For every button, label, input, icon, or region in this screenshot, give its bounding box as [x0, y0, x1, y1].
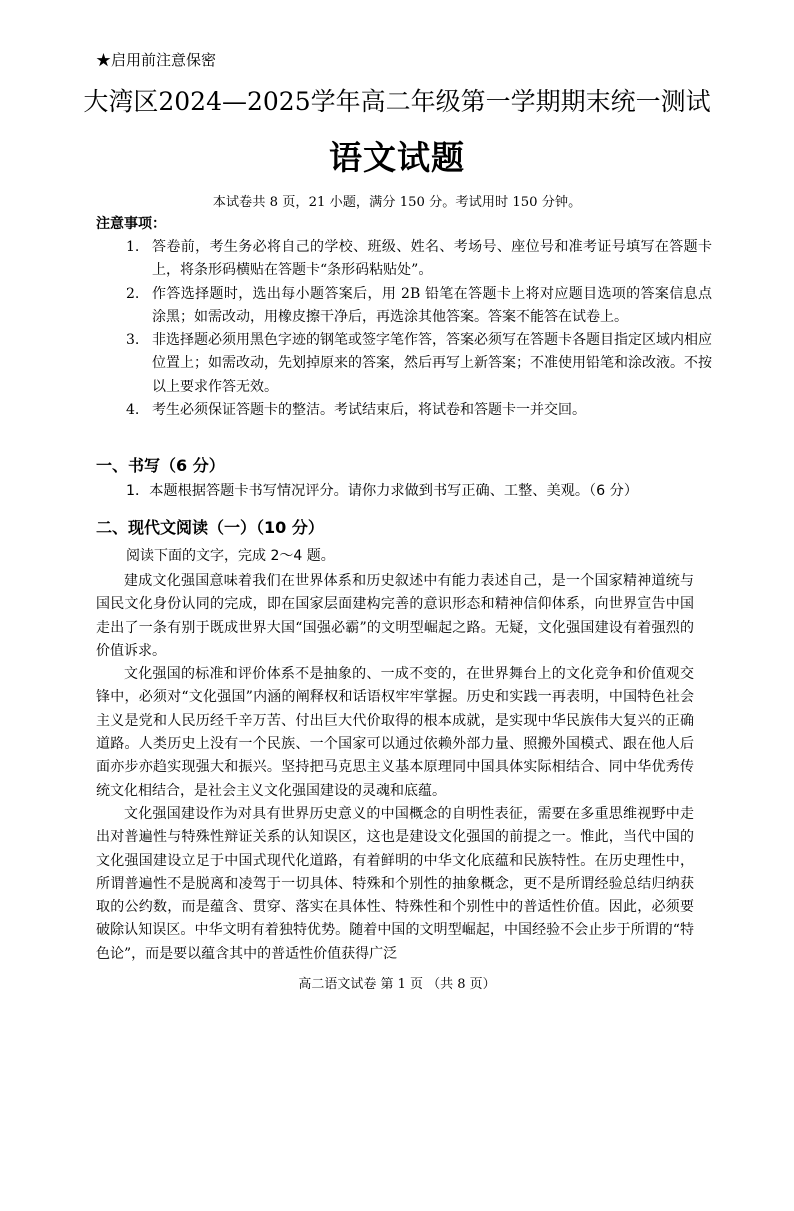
passage-paragraph: 建成文化强国意味着我们在世界体系和历史叙述中有能力表述自己，是一个国家精神道统与国民文化身份认同的完成，即在国家层面建构完善的意识形态和精神信仰体系，向世界宣告中国走出了一条有别于既成世界大国“国强必霸”的文明型崛起之路。无疑，文化强国建设有着强烈的价值诉求。: [96, 573, 694, 659]
note-text: 答卷前，考生务必将自己的学校、班级、姓名、考场号、座位号和准考证号填写在答题卡上，将条形码横贴在答题卡“条形码粘贴处”。: [152, 239, 712, 279]
subject-title: 语文试题: [329, 138, 465, 177]
note-item: [126, 329, 712, 399]
note-text: 作答选择题时，选出每小题答案后，用 2B 铅笔在答题卡上将对应题目选项的答案信息点涂黑；如需改动，用橡皮擦干净后，再选涂其他答案。答案不能答在试卷上。: [152, 285, 712, 325]
note-text: 考生必须保证答题卡的整洁。考试结束后，将试卷和答题卡一并交回。: [152, 402, 586, 419]
note-item: [126, 236, 712, 283]
notes-heading: 注意事项：: [96, 216, 166, 232]
note-item: [126, 283, 712, 330]
passage-paragraph: 文化强国建设作为对具有世界历史意义的中国概念的自明性表征，需要在多重思维视野中走出对普遍性与特殊性辩证关系的认知误区，这也是建设文化强国的前提之一。惟此，当代中国的文化强国建设立足于中国式现代化道路，有着鲜明的中华文化底蕴和民族特性。在历史理性中，所谓普遍性不是脱离和凌驾于一切具体、特殊和个别性的抽象概念，更不是所谓经验总结归纳获取的公约数，而是蕴含、贯穿、落实在具体性、特殊性和个别性中的普适性价值。因此，必须要破除认知误区。中华文明有着独特优势。随着中国的文明型崛起，中国经验不会止步于所谓的“特色论”，而是要以蕴含其中的普适性价值获得广泛: [96, 805, 694, 962]
exam-title: 大湾区2024—2025学年高二年级第一学期期末统一测试: [83, 87, 711, 116]
section-heading-writing: 一、书写（6 分）: [96, 456, 225, 475]
passage-paragraph: 文化强国的标准和评价体系不是抽象的、一成不变的，在世界舞台上的文化竞争和价值观交锋中，必须对“文化强国”内涵的阐释权和话语权牢牢掌握。历史和实践一再表明，中国特色社会主义是党和人民历经千辛万苦、付出巨大代价取得的根本成就，是实现中华民族伟大复兴的正确道路。人类历史上没有一个民族、一个国家可以通过依赖外部力量、照搬外国模式、跟在他人后面亦步亦趋实现强大和振兴。坚持把马克思主义基本原理同中国具体实际相结合、同中华优秀传统文化相结合，是社会主义文化强国建设的灵魂和底蕴。: [96, 666, 694, 799]
question-1: 1．本题根据答题卡书写情况评分。请你力求做到书写正确、工整、美观。（6 分）: [126, 483, 639, 499]
note-item: [126, 399, 712, 422]
note-number: 4.: [126, 402, 140, 419]
note-number: 3.: [126, 332, 140, 349]
reading-instructions: 阅读下面的文字，完成 2～4 题。: [126, 548, 335, 564]
note-number: 2.: [126, 285, 140, 302]
section-heading-reading: 二、现代文阅读（一）（10 分）: [96, 518, 324, 537]
notes-list: [126, 236, 712, 422]
reading-passage: [96, 570, 694, 966]
confidential-notice: ★启用前注意保密: [96, 51, 217, 69]
note-number: 1.: [126, 239, 140, 255]
exam-info: 本试卷共 8 页，21 小题，满分 150 分。考试用时 150 分钟。: [212, 195, 582, 210]
note-text: 非选择题必须用黑色字迹的钢笔或签字笔作答，答案必须写在答题卡各题目指定区域内相应位置上；如需改动，先划掉原来的答案，然后再写上新答案；不准使用铅笔和涂改液。不按以上要求作答无效。: [152, 332, 712, 395]
page-footer: 高二语文试卷 第 1 页 （共 8 页）: [298, 977, 496, 992]
